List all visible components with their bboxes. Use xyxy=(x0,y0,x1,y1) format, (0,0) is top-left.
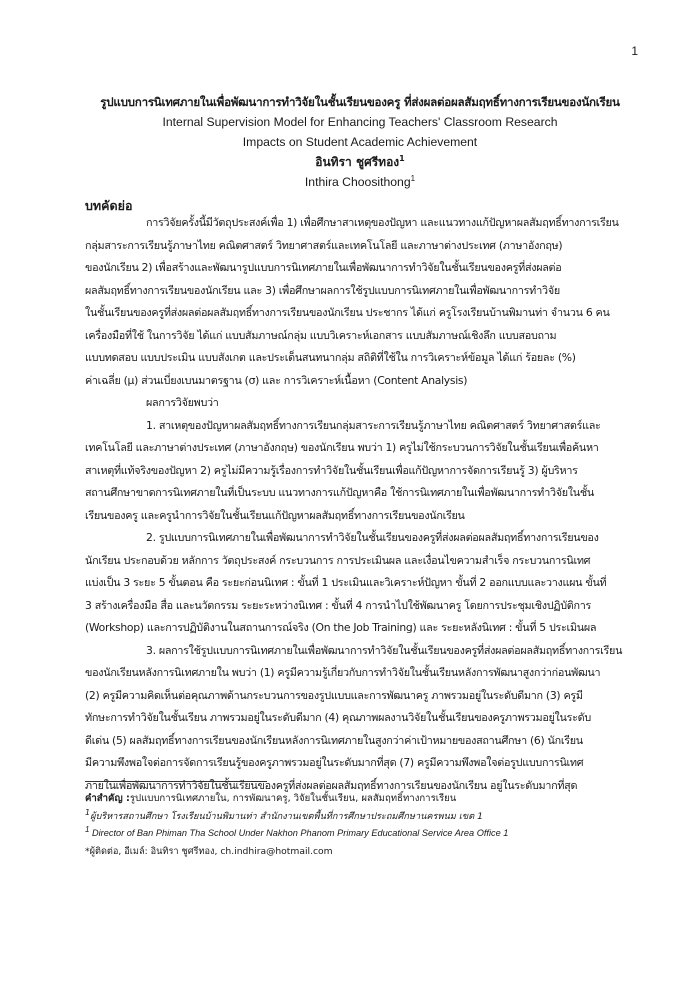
finding-3-line: (2) ครูมีความคิดเห็นต่อคุณภาพด้านกระบวนการของรูปแบบและการพัฒนาครู ภาพรวมอยู่ในระดับดีมาก (3) ครูมี xyxy=(85,688,583,702)
finding-1-line: เทคโนโลยี และภาษาต่างประเทศ (ภาษาอังกฤษ) ของนักเรียน พบว่า 1) ครูไม่ใช้กระบวนการวิจัยในชั้นเรียนเพื่อค้นหา xyxy=(85,441,599,454)
abstract-line: เครื่องมือที่ใช้ ในการวิจัย ได้แก่ แบบสัมภาษณ์กลุ่ม แบบวิเคราะห์เอกสาร แบบสัมภาษณ์เชิงลึก แบบสอบถาม xyxy=(85,328,557,342)
abstract-line: ของนักเรียน 2) เพื่อสร้างและพัฒนารูปแบบการนิเทศภายในเพื่อพัฒนาการทำวิจัยในชั้นเรียนของครูที่ส่งผลต่อ xyxy=(85,261,562,274)
abstract-line: แบบทดสอบ แบบประเมิน แบบสังเกต และประเด็นสนทนากลุ่ม สถิติที่ใช้ใน การวิเคราะห์ข้อมูล ได้แก่ ร้อยละ (%) xyxy=(85,351,576,364)
author-thai-name: อินทิรา ชูศรีทอง xyxy=(315,155,400,169)
title-block xyxy=(80,92,640,192)
finding-3-line: 3. ผลการใช้รูปแบบการนิเทศภายในเพื่อพัฒนาการทำวิจัยในชั้นเรียนของครูที่ส่งผลต่อผลสัมฤทธิ์ทางการเรียน xyxy=(146,643,623,657)
finding-2-line: (Workshop) และการปฏิบัติงานในสถานการณ์จริง (On the Job Training) และ ระยะหลังนิเทศ : ขั้นที่ 5 ประเมินผล xyxy=(85,621,597,634)
footnote-mark: 1 xyxy=(85,807,91,817)
abstract-heading: บทคัดย่อ xyxy=(85,198,133,213)
affiliation-english xyxy=(85,825,640,843)
finding-3-line: ภายในเพื่อพัฒนาการทำวิจัยในชั้นเรียนของครูที่ส่งผลต่อผลสัมฤทธิ์ทางการเรียนของนักเรียน อยู่ในระดับมากที่สุด xyxy=(85,778,578,792)
author-thai xyxy=(80,152,640,172)
finding-1-line: 1. สาเหตุของปัญหาผลสัมฤทธิ์ทางการเรียนกลุ่มสาระการเรียนรู้ภาษาไทย คณิตศาสตร์ วิทยาศาสตร์และ xyxy=(146,418,601,432)
contact-email: *ผู้ติดต่อ, อีเมล์: อินทิรา ชูศรีทอง, ch.indhira@hotmail.com xyxy=(85,845,333,857)
affiliation-english-text: Director of Ban Phiman Tha School Under Nakhon Phanom Primary Educational Service Area Office 1 xyxy=(89,828,509,838)
finding-3-line: ดีเด่น (5) ผลสัมฤทธิ์ทางการเรียนของนักเรียนหลังการนิเทศภายในสูงกว่าค่าเป้าหมายของสถานศึกษา (6) นักเรียน xyxy=(85,733,583,747)
keywords-text: รูปแบบการนิเทศภายใน, การพัฒนาครู, วิจัยในชั้นเรียน, ผลสัมฤทธิ์ทางการเรียน xyxy=(129,793,457,804)
footnote-mark: 1 xyxy=(85,824,90,834)
finding-3-line: ของนักเรียนหลังการนิเทศภายใน พบว่า (1) ครูมีความรู้เกี่ยวกับการทำวิจัยในชั้นเรียนหลังการพัฒนาสูงกว่าก่อนพัฒนา xyxy=(85,666,601,679)
affiliation-thai-text: ผู้บริหารสถานศึกษา โรงเรียนบ้านพิมานท่า สำนักงานเขตพื้นที่การศึกษาประถมศึกษานครพนม เขต 1 xyxy=(90,810,483,822)
keywords xyxy=(85,790,640,808)
abstract-line: การวิจัยครั้งนี้มีวัตถุประสงค์เพื่อ 1) เพื่อศึกษาสาเหตุของปัญหา และแนวทางแก้ปัญหาผลสัมฤทธิ์ทางการเรียน xyxy=(146,216,619,229)
affiliation-mark: 1 xyxy=(399,154,405,163)
finding-1-line: สาเหตุที่แท้จริงของปัญหา 2) ครูไม่มีความรู้เรื่องการทำวิจัยในชั้นเรียนเพื่อแก้ปัญหาการจัดการเรียนรู้ 3) ผู้บริหาร xyxy=(85,463,578,477)
keywords-label: คำสำคัญ : xyxy=(85,793,130,804)
affiliation-thai xyxy=(85,808,640,826)
author-english-name: Inthira Choosithong xyxy=(304,175,411,189)
finding-1-line: สถานศึกษาขาดการนิเทศภายในที่เป็นระบบ แนวทางการแก้ปัญหาคือ ใช้การนิเทศภายในเพื่อพัฒนาการทำวิจัยในชั้น xyxy=(85,486,594,499)
abstract-line: ค่าเฉลี่ย (μ) ส่วนเบี่ยงเบนมาตรฐาน (σ) และ การวิเคราะห์เนื้อหา (Content Analysis) xyxy=(85,373,468,387)
finding-1-line: เรียนของครู และครูนำการวิจัยในชั้นเรียนแก้ปัญหาผลสัมฤทธิ์ทางการเรียนของนักเรียน xyxy=(85,508,465,522)
title-english-line1: Internal Supervision Model for Enhancing Teachers' Classroom Research xyxy=(162,115,558,129)
finding-2-line: 2. รูปแบบการนิเทศภายในเพื่อพัฒนาการทำวิจัยในชั้นเรียนของครูที่ส่งผลต่อผลสัมฤทธิ์ทางการเรียนของ xyxy=(146,531,599,544)
page-number: 1 xyxy=(631,44,638,58)
title-english-line2: Impacts on Student Academic Achievement xyxy=(242,135,478,149)
affiliation-mark: 1 xyxy=(410,173,416,183)
findings-intro: ผลการวิจัยพบว่า xyxy=(146,396,219,409)
footnote-divider xyxy=(85,781,267,782)
abstract-line: กลุ่มสาระการเรียนรู้ภาษาไทย คณิตศาสตร์ วิทยาศาสตร์และเทคโนโลยี และภาษาต่างประเทศ (ภาษาอังกฤษ) xyxy=(85,238,563,252)
abstract-line: ผลสัมฤทธิ์ทางการเรียนของนักเรียน และ 3) เพื่อศึกษาผลการใช้รูปแบบการนิเทศภายในเพื่อพัฒนาการทำวิจัย xyxy=(85,283,560,297)
abstract-line: ในชั้นเรียนของครูที่ส่งผลต่อผลสัมฤทธิ์ทางการเรียนของนักเรียน ประชากร ได้แก่ ครูโรงเรียนบ้านพิมานท่า จำนวน 6 คน xyxy=(85,306,610,319)
finding-3-line: มีความพึงพอใจต่อการจัดการเรียนรู้ของครูภาพรวมอยู่ในระดับมากที่สุด (7) ครูมีความพึงพอใจต่อรูปแบบการนิเทศ xyxy=(85,756,584,769)
title-thai: รูปแบบการนิเทศภายในเพื่อพัฒนาการทำวิจัยในชั้นเรียนของครู ที่ส่งผลต่อผลสัมฤทธิ์ทางการเรียนของนักเรียน xyxy=(100,95,620,109)
finding-3-line: ทักษะการทำวิจัยในชั้นเรียน ภาพรวมอยู่ในระดับดีมาก (4) คุณภาพผลงานวิจัยในชั้นเรียนของครูภาพรวมอยู่ในระดับ xyxy=(85,711,591,724)
finding-2-line: นักเรียน ประกอบด้วย หลักการ วัตถุประสงค์ กระบวนการ การประเมินผล และเงื่อนไขความสำเร็จ กระบวนการนิเทศ xyxy=(85,553,591,567)
finding-2-line: 3 สร้างเครื่องมือ สื่อ และนวัตกรรม ระยะระหว่างนิเทศ : ขั้นที่ 4 การนำไปใช้พัฒนาครู โดยการประชุมเชิงปฏิบัติการ xyxy=(85,598,592,612)
author-english xyxy=(80,172,640,192)
abstract-body xyxy=(85,212,640,797)
footnotes xyxy=(85,790,640,860)
finding-2-line: แบ่งเป็น 3 ระยะ 5 ขั้นตอน คือ ระยะก่อนนิเทศ : ขั้นที่ 1 ประเมินและวิเคราะห์ปัญหา ขั้นที่ 2 ออกแบบและวางแผน ขั้นที่ xyxy=(85,576,607,589)
